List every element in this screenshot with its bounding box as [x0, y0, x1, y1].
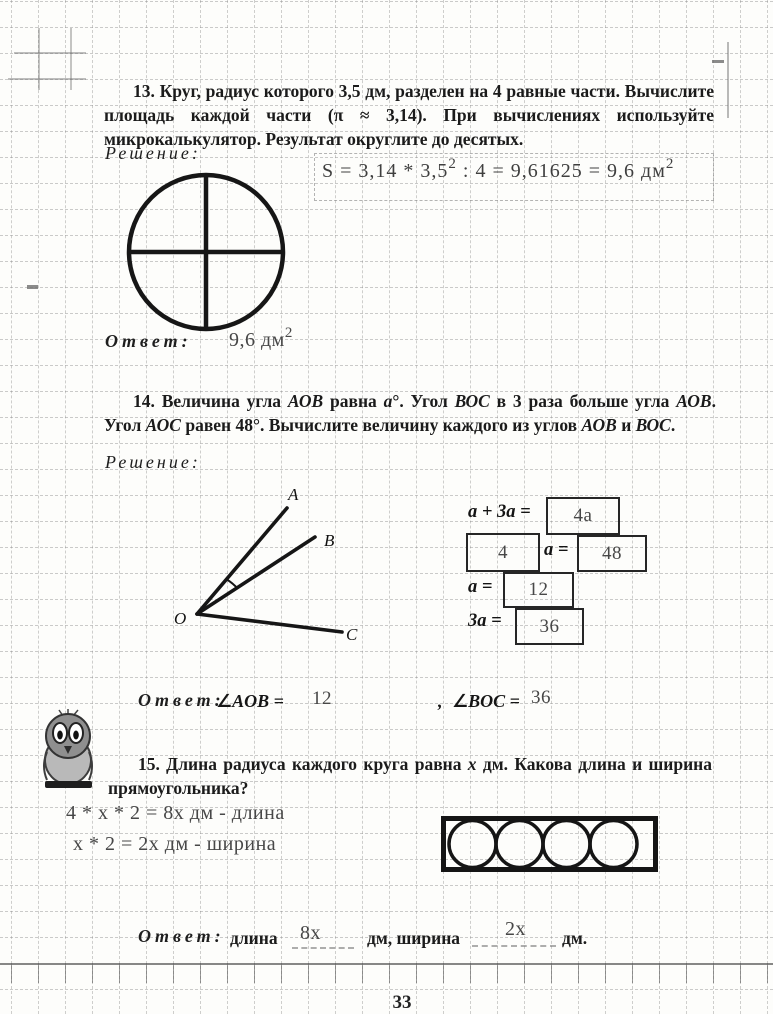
scan-mark	[70, 28, 72, 90]
angle-boc-label: ∠BOC =	[452, 691, 520, 711]
answer-comma: ,	[438, 691, 443, 711]
owl-icon	[33, 708, 103, 790]
work-line-1: 4 * x * 2 = 8x дм - длина	[66, 802, 285, 824]
formula-exponent: 2	[448, 156, 457, 172]
solution-label-13: Решение:	[105, 143, 201, 163]
scan-mark	[38, 28, 40, 90]
formula-prefix: S = 3,14 * 3,5	[322, 160, 449, 182]
width-label: дм, ширина	[367, 928, 461, 948]
point-label-a: A	[288, 485, 299, 504]
problem-15-text: 15. Длина радиуса каждого круга равна х дм. Какова длина и ширина прямоугольника?	[108, 753, 712, 798]
angle-AOB-BOC-figure	[152, 482, 412, 654]
formula-exponent-2: 2	[665, 156, 675, 172]
circle-quarters-figure	[122, 168, 290, 336]
point-label-o: O	[174, 609, 187, 628]
rectangle-circles-figure	[441, 816, 659, 873]
width-value: 2x	[505, 918, 526, 940]
scan-mark	[14, 52, 86, 54]
answer-blank	[292, 947, 354, 949]
work-row2-value2: 48	[602, 542, 622, 564]
angle-aob-value: 12	[312, 688, 332, 709]
problem-14-text: 14. Величина угла АОВ равна а°. Угол ВОС в 3 раза больше угла АОВ. Угол АОС равен 48°. Вычислите величину каждого из углов АОВ и ВОС.	[104, 390, 716, 435]
formula-result: 9,61625 = 9,6 дм	[510, 160, 666, 182]
work-row1-value: 4a	[573, 505, 593, 526]
angle-boc-value: 36	[531, 687, 551, 708]
work-row2-label: a =	[544, 540, 569, 560]
answer-value-13	[229, 325, 293, 352]
page-number: 33	[392, 992, 412, 1013]
answer-label-13: Ответ:	[105, 331, 192, 351]
angle-aob-label: ∠AOB =	[216, 691, 284, 711]
solution-label-14: Решение:	[105, 452, 201, 472]
scan-mark	[727, 42, 729, 118]
point-label-c: C	[346, 625, 358, 644]
work-row4-value: 36	[539, 615, 560, 637]
solution-formula-13	[322, 156, 675, 183]
work-row4-box	[515, 608, 584, 645]
answer-blank	[472, 945, 556, 947]
length-label: длина	[230, 928, 278, 948]
answer-label-14: Ответ:	[138, 690, 225, 710]
length-value: 8x	[300, 922, 321, 944]
scan-mark	[27, 285, 38, 289]
work-row1-box	[546, 497, 620, 535]
formula-mid: : 4 =	[456, 160, 511, 182]
work-row3-label: a =	[468, 577, 493, 597]
scan-mark	[712, 60, 724, 63]
scan-mark	[8, 78, 86, 80]
problem-13-text: 13. Круг, радиус которого 3,5 дм, разделен на 4 равные части. Вычислите площадь каждой части (π ≈ 3,14). При вычислениях используйте микрокалькулятор. Результат округлите до десятых.	[104, 80, 714, 149]
work-row4-label: 3a =	[468, 611, 502, 631]
work-row3-box	[503, 572, 574, 608]
dm-label: дм.	[562, 928, 588, 948]
work-line-2: x * 2 = 2x дм - ширина	[73, 833, 277, 855]
work-row2-value1: 4	[498, 541, 508, 563]
work-row2-box2	[577, 535, 647, 572]
answer-label-15: Ответ:	[138, 926, 225, 946]
work-row1-label: a + 3a =	[468, 502, 531, 522]
point-label-b: B	[324, 531, 335, 550]
answer-13-text: 9,6 дм	[229, 329, 285, 351]
work-row2-box1	[466, 533, 540, 572]
answer-13-exponent: 2	[284, 325, 293, 341]
work-row3-value: 12	[528, 579, 549, 600]
